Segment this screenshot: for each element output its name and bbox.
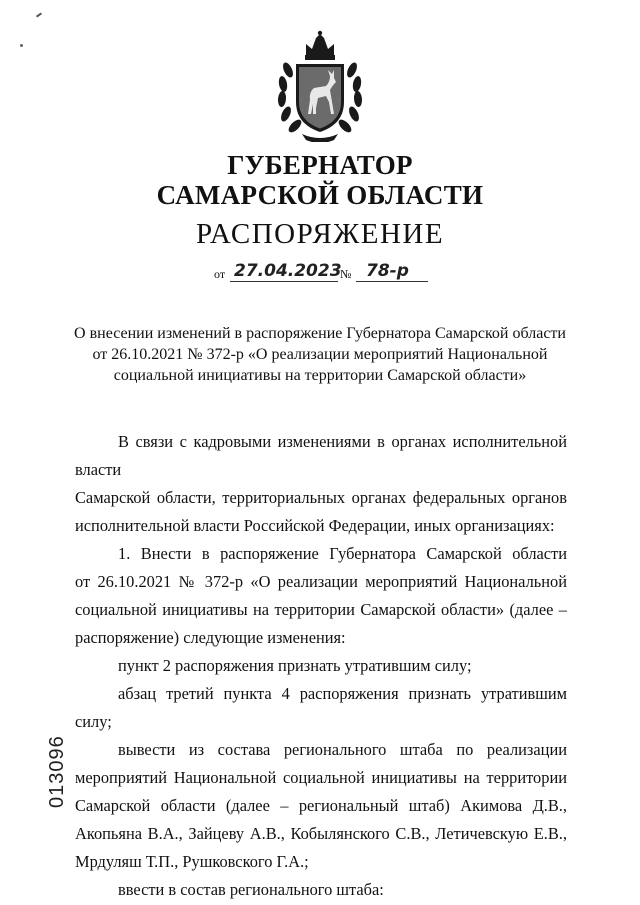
body-line: от 26.10.2021 № 372-р «О реализации мероприятий Национальной: [75, 572, 567, 591]
dateline: [214, 260, 444, 288]
body-line: 1. Внести в распоряжение Губернатора Самарской области: [118, 544, 567, 563]
subject-line: от 26.10.2021 № 372-р «О реализации мероприятий Национальной: [92, 346, 548, 363]
handwritten-number: 78-р: [366, 261, 409, 281]
body-line: мероприятий Национальной социальной инициативы на территории: [75, 768, 567, 787]
body-line: Акопьяна В.А., Зайцеву А.В., Кобылянского С.В., Летичевскую Е.В.,: [75, 824, 567, 843]
handwritten-date: 27.04.2023: [234, 261, 342, 281]
body-line: Самарской области, территориальных органах федеральных органов: [75, 488, 567, 507]
scan-mark: [36, 12, 42, 17]
body-line: Самарской области (далее – региональный штаб) Акимова Д.В.,: [75, 796, 567, 815]
body-line: ввести в состав регионального штаба:: [118, 880, 384, 899]
document-type: РАСПОРЯЖЕНИЕ: [195, 218, 445, 250]
body-line: вывести из состава регионального штаба по реализации: [118, 740, 567, 759]
scan-mark: [20, 44, 23, 47]
body-line: исполнительной власти Российской Федерации, иных организациях:: [75, 516, 555, 535]
body-line: распоряжение) следующие изменения:: [75, 628, 346, 647]
subject-line: социальной инициативы на территории Самарской области»: [113, 367, 527, 384]
date-underline: [230, 281, 338, 282]
issuer-region: САМАРСКОЙ ОБЛАСТИ: [156, 180, 484, 210]
issuer-title: ГУБЕРНАТОР: [227, 150, 413, 180]
subject-line: О внесении изменений в распоряжение Губернатора Самарской области: [74, 325, 566, 342]
body-line: социальной инициативы на территории Самарской области» (далее –: [75, 600, 567, 619]
body-line: В связи с кадровыми изменениями в органах исполнительной власти: [75, 432, 567, 479]
document-subject: [60, 323, 580, 386]
number-label: №: [340, 267, 352, 281]
samara-coat-of-arms-icon: [272, 30, 368, 142]
form-serial-number: 013096: [46, 735, 68, 808]
date-label: от: [214, 267, 226, 281]
document-body: [75, 428, 567, 904]
body-line: абзац третий пункта 4 распоряжения признать утратившим силу;: [75, 684, 567, 731]
body-line: пункт 2 распоряжения признать утратившим силу;: [118, 656, 472, 675]
body-line: Мрдуляш Т.П., Рушковского Г.А.;: [75, 852, 309, 871]
number-underline: [356, 281, 428, 282]
